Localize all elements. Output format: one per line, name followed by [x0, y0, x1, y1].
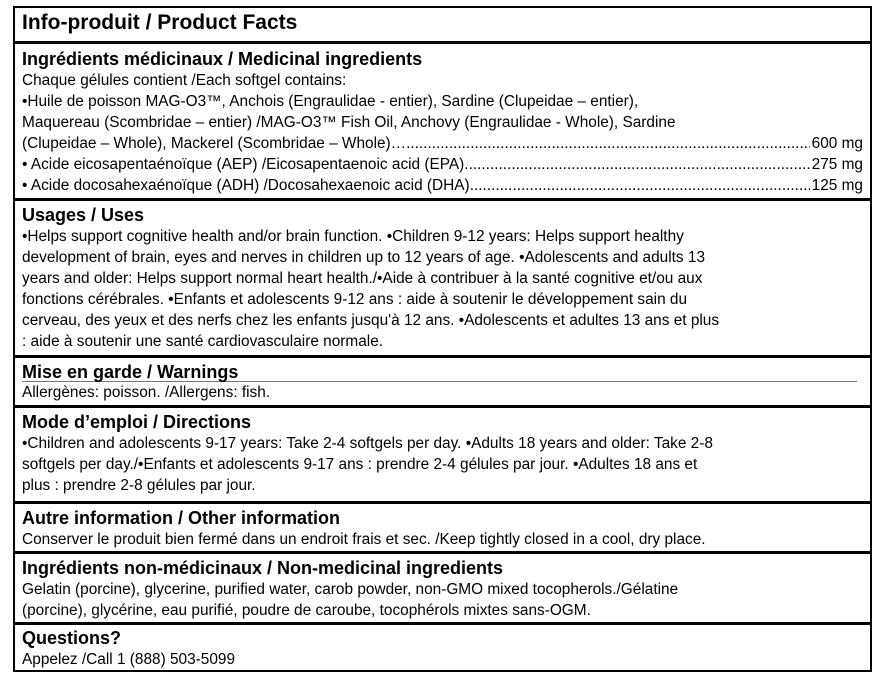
uses-line: development of brain, eyes and nerves in children up to 12 years of age. •Adolescents and adults 13: [22, 249, 706, 266]
questions-heading: Questions?: [22, 628, 122, 648]
other-information-text: Conserver le produit bien fermé dans un endroit frais et sec. /Keep tightly closed in a cool, dry place.: [22, 531, 706, 548]
dot-leader: [406, 133, 810, 154]
warnings-text: Allergènes: poisson. /Allergens: fish.: [22, 384, 271, 401]
fish-oil-amount: 600 mg: [811, 135, 863, 152]
uses-line: : aide à soutenir une santé cardiovasculaire normale.: [22, 333, 384, 350]
fish-oil-row: [22, 133, 863, 154]
medicinal-intro: Chaque gélules contient /Each softgel contains:: [22, 72, 347, 89]
other-information-section: [15, 504, 870, 554]
directions-section: [15, 408, 870, 504]
non-medicinal-heading: Ingrédients non-médicinaux / Non-medicinal ingredients: [22, 558, 504, 578]
uses-line: cerveau, des yeux et des nerfs chez les enfants jusqu'à 12 ans. •Adolescents et adultes 13 ans et plus: [22, 312, 720, 329]
directions-line: softgels per day./•Enfants et adolescents 9-17 ans : prendre 2-4 gélules par jour. •Adultes 18 ans et: [22, 456, 698, 473]
epa-row: [22, 154, 863, 175]
title-section: [15, 8, 870, 44]
questions-phone: Appelez /Call 1 (888) 503-5099: [22, 651, 236, 668]
fish-oil-line-1: •Huile de poisson MAG-O3™, Anchois (Engraulidae - entier), Sardine (Clupeidae – entier),: [22, 93, 639, 110]
dha-amount: 125 mg: [811, 177, 863, 194]
dha-row: [22, 175, 863, 196]
uses-line: years and older: Helps support normal heart health./•Aide à contribuer à la santé cognitive et/ou aux: [22, 270, 703, 287]
directions-heading: Mode d’emploi / Directions: [22, 412, 252, 432]
epa-label: • Acide eicosapentaénoïque (AEP) /Eicosapentaenoic acid (EPA): [22, 156, 465, 173]
directions-line: plus : prendre 2-8 gélules par jour.: [22, 477, 256, 494]
medicinal-ingredients-heading: Ingrédients médicinaux / Medicinal ingredients: [22, 49, 423, 69]
non-medicinal-line: Gelatin (porcine), glycerine, purified water, carob powder, non-GMO mixed tocopherols./Gélatine: [22, 581, 679, 598]
dot-leader: [470, 175, 810, 196]
medicinal-ingredients-section: [15, 44, 870, 201]
warnings-heading: Mise en garde / Warnings: [22, 362, 239, 382]
epa-amount: 275 mg: [811, 156, 863, 173]
non-medicinal-ingredients-section: [15, 554, 870, 625]
product-facts-title: Info-produit / Product Facts: [22, 11, 298, 34]
uses-section: [15, 201, 870, 358]
directions-line: •Children and adolescents 9-17 years: Take 2-4 softgels per day. •Adults 18 years and older: Take 2-8: [22, 435, 713, 452]
fish-oil-line-2: Maquereau (Scombridae – entier) /MAG-O3™ Fish Oil, Anchovy (Engraulidae - Whole), Sardine: [22, 114, 676, 131]
fish-oil-line-3: (Clupeidae – Whole), Mackerel (Scombridae – Whole)…: [22, 135, 407, 152]
dha-label: • Acide docosahexaénoïque (ADH) /Docosahexaenoic acid (DHA): [22, 177, 470, 194]
warnings-section: [15, 358, 870, 408]
questions-section: [15, 625, 870, 671]
other-information-heading: Autre information / Other information: [22, 508, 340, 528]
non-medicinal-line: (porcine), glycérine, eau purifié, poudre de caroube, tocophérols mixtes sans-OGM.: [22, 602, 591, 619]
uses-heading: Usages / Uses: [22, 205, 145, 225]
dot-leader: [464, 154, 809, 175]
uses-line: fonctions cérébrales. •Enfants et adolescents 9-12 ans : aide à soutenir le développement sain du: [22, 291, 688, 308]
product-facts-panel: [13, 6, 872, 672]
uses-line: •Helps support cognitive health and/or brain function. •Children 9-12 years: Helps support healthy: [22, 228, 684, 245]
